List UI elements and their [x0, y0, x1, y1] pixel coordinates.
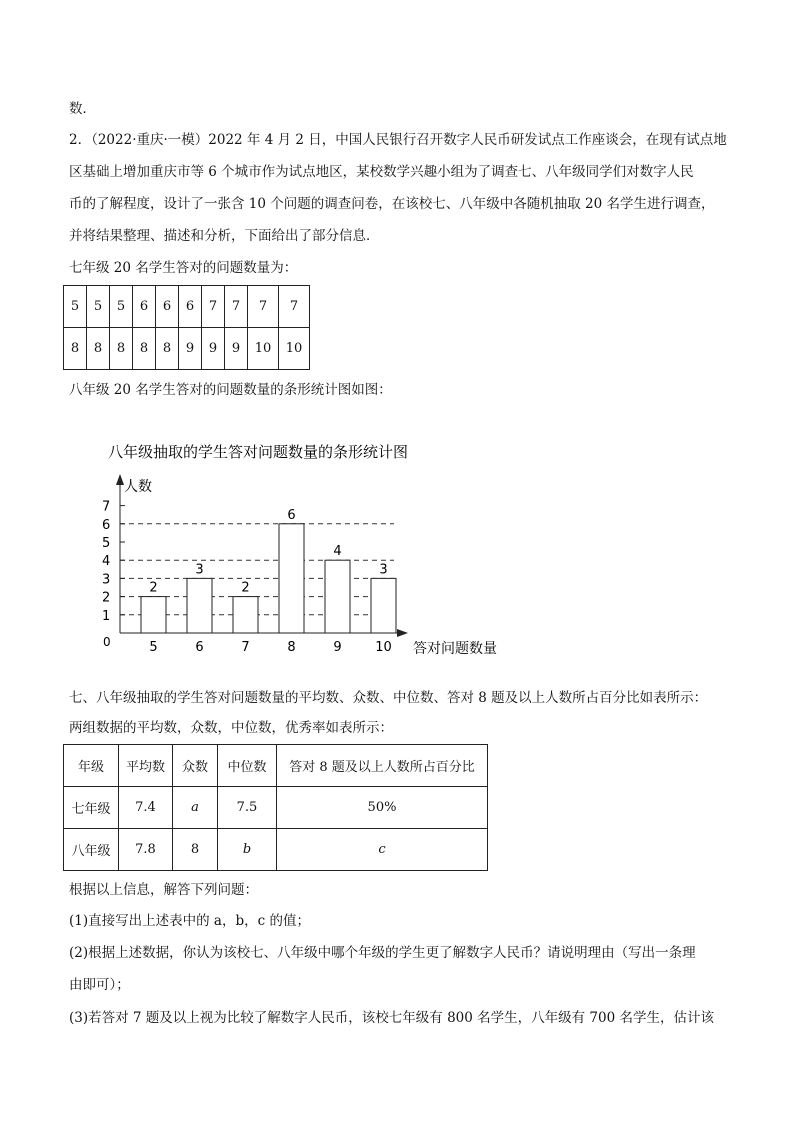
table-cell: 5 — [64, 286, 87, 328]
table-row — [64, 829, 488, 871]
grade8-label: 八年级 20 名学生答对的问题数量的条形统计图如图： — [69, 382, 392, 398]
table-cell: 8 — [156, 328, 179, 370]
table-cell: 8 — [110, 328, 133, 370]
x-tick-label: 7 — [241, 640, 250, 655]
table-cell: 6 — [133, 286, 156, 328]
table-cell: 7 — [202, 286, 225, 328]
stats-intro-2: 两组数据的平均数，众数，中位数，优秀率如表所示： — [69, 720, 393, 736]
table-cell: c — [277, 829, 488, 871]
stats-table — [63, 744, 488, 871]
table-cell: 5 — [110, 286, 133, 328]
question-1: (1)直接写出上述表中的 a，b，c 的值； — [69, 913, 310, 929]
y-tick-label: 1 — [102, 608, 111, 624]
bar — [233, 597, 258, 633]
table-cell: 7 — [248, 286, 279, 328]
table-cell: 8 — [173, 829, 218, 871]
bar-value-label: 4 — [333, 544, 342, 560]
y-tick-label: 5 — [102, 536, 111, 551]
y-tick-label: 3 — [102, 572, 111, 588]
question-2-cont: 由即可）； — [69, 977, 130, 993]
bar-value-label: 3 — [195, 562, 204, 578]
bar-chart — [0, 430, 794, 670]
table-row — [64, 787, 488, 829]
y-axis-label: 人数 — [124, 479, 152, 495]
table-row — [64, 286, 310, 328]
header-cell: 平均数 — [119, 745, 173, 787]
header-cell: 答对 8 题及以上人数所占百分比 — [277, 745, 488, 787]
chart-title: 八年级抽取的学生答对问题数量的条形统计图 — [108, 443, 409, 461]
table-cell: 7 — [279, 286, 310, 328]
table-cell: 9 — [179, 328, 202, 370]
table-cell: 7.5 — [218, 787, 277, 829]
table-cell: 8 — [133, 328, 156, 370]
y-tick-label: 6 — [102, 517, 111, 533]
bar-value-label: 6 — [287, 507, 296, 523]
header-cell: 众数 — [173, 745, 218, 787]
text-line-0: 数． — [69, 101, 96, 117]
problem-line-4: 并将结果整理、描述和分析，下面给出了部分信息． — [69, 228, 380, 244]
problem-line-2: 区基础上增加重庆市等 6 个城市作为试点地区，某校数学兴趣小组为了调查七、八年级同学们对数字人民 — [69, 164, 694, 180]
x-axis-label: 答对问题数量 — [413, 641, 497, 657]
answer-intro: 根据以上信息，解答下列问题： — [69, 882, 258, 898]
problem-header: 2．（2022·重庆·一模）2022 年 4 月 2 日，中国人民银行召开数字人民币研发试点工作座谈会，在现有试点地 — [69, 132, 727, 148]
table-cell: 9 — [202, 328, 225, 370]
table-cell: 9 — [225, 328, 248, 370]
table-cell: 七年级 — [64, 787, 119, 829]
table-header-row — [64, 745, 488, 787]
y-tick-label: 2 — [102, 590, 111, 606]
bar-value-label: 2 — [149, 580, 158, 596]
x-tick-label: 9 — [333, 640, 342, 655]
question-3: (3)若答对 7 题及以上视为比较了解数字人民币，该校七年级有 800 名学生，八年级有 700 名学生，估计该 — [69, 1010, 714, 1026]
x-tick-label: 5 — [149, 640, 158, 655]
header-cell: 中位数 — [218, 745, 277, 787]
x-axis-arrow — [397, 629, 408, 637]
table-cell: 八年级 — [64, 829, 119, 871]
y-tick-label: 7 — [102, 499, 111, 515]
bar — [371, 578, 396, 633]
bar-value-label: 2 — [241, 580, 250, 596]
table-cell: 50% — [277, 787, 488, 829]
y-axis-arrow — [116, 474, 124, 485]
y-tick-label: 4 — [102, 554, 111, 570]
grade7-label: 七年级 20 名学生答对的问题数量为： — [69, 260, 298, 276]
table-cell: 5 — [87, 286, 110, 328]
table-cell: b — [218, 829, 277, 871]
x-tick-label: 8 — [287, 640, 296, 655]
table-cell: 8 — [87, 328, 110, 370]
x-tick-label: 10 — [375, 640, 392, 655]
table-cell: 10 — [248, 328, 279, 370]
table-cell: 6 — [179, 286, 202, 328]
table-row — [64, 328, 310, 370]
grade7-data-table — [63, 285, 310, 370]
bar — [141, 597, 166, 633]
origin-label: 0 — [103, 635, 111, 649]
stats-intro-1: 七、八年级抽取的学生答对问题数量的平均数、众数、中位数、答对 8 题及以上人数所占百分比如表所示： — [69, 690, 708, 706]
question-2: (2)根据上述数据，你认为该校七、八年级中哪个年级的学生更了解数字人民币？请说明理由（写出一条理 — [69, 945, 696, 961]
table-cell: 6 — [156, 286, 179, 328]
table-cell: 8 — [64, 328, 87, 370]
problem-line-3: 币的了解程度，设计了一张含 10 个问题的调查问卷，在该校七、八年级中各随机抽取 20 名学生进行调查， — [69, 196, 715, 212]
bar-value-label: 3 — [379, 562, 388, 578]
bar — [325, 560, 350, 633]
header-cell: 年级 — [64, 745, 119, 787]
table-cell: 7.4 — [119, 787, 173, 829]
table-cell: 7 — [225, 286, 248, 328]
bar — [187, 578, 212, 633]
table-cell: 7.8 — [119, 829, 173, 871]
table-cell: 10 — [279, 328, 310, 370]
table-cell: a — [173, 787, 218, 829]
x-tick-label: 6 — [195, 640, 204, 655]
bar — [279, 524, 304, 633]
